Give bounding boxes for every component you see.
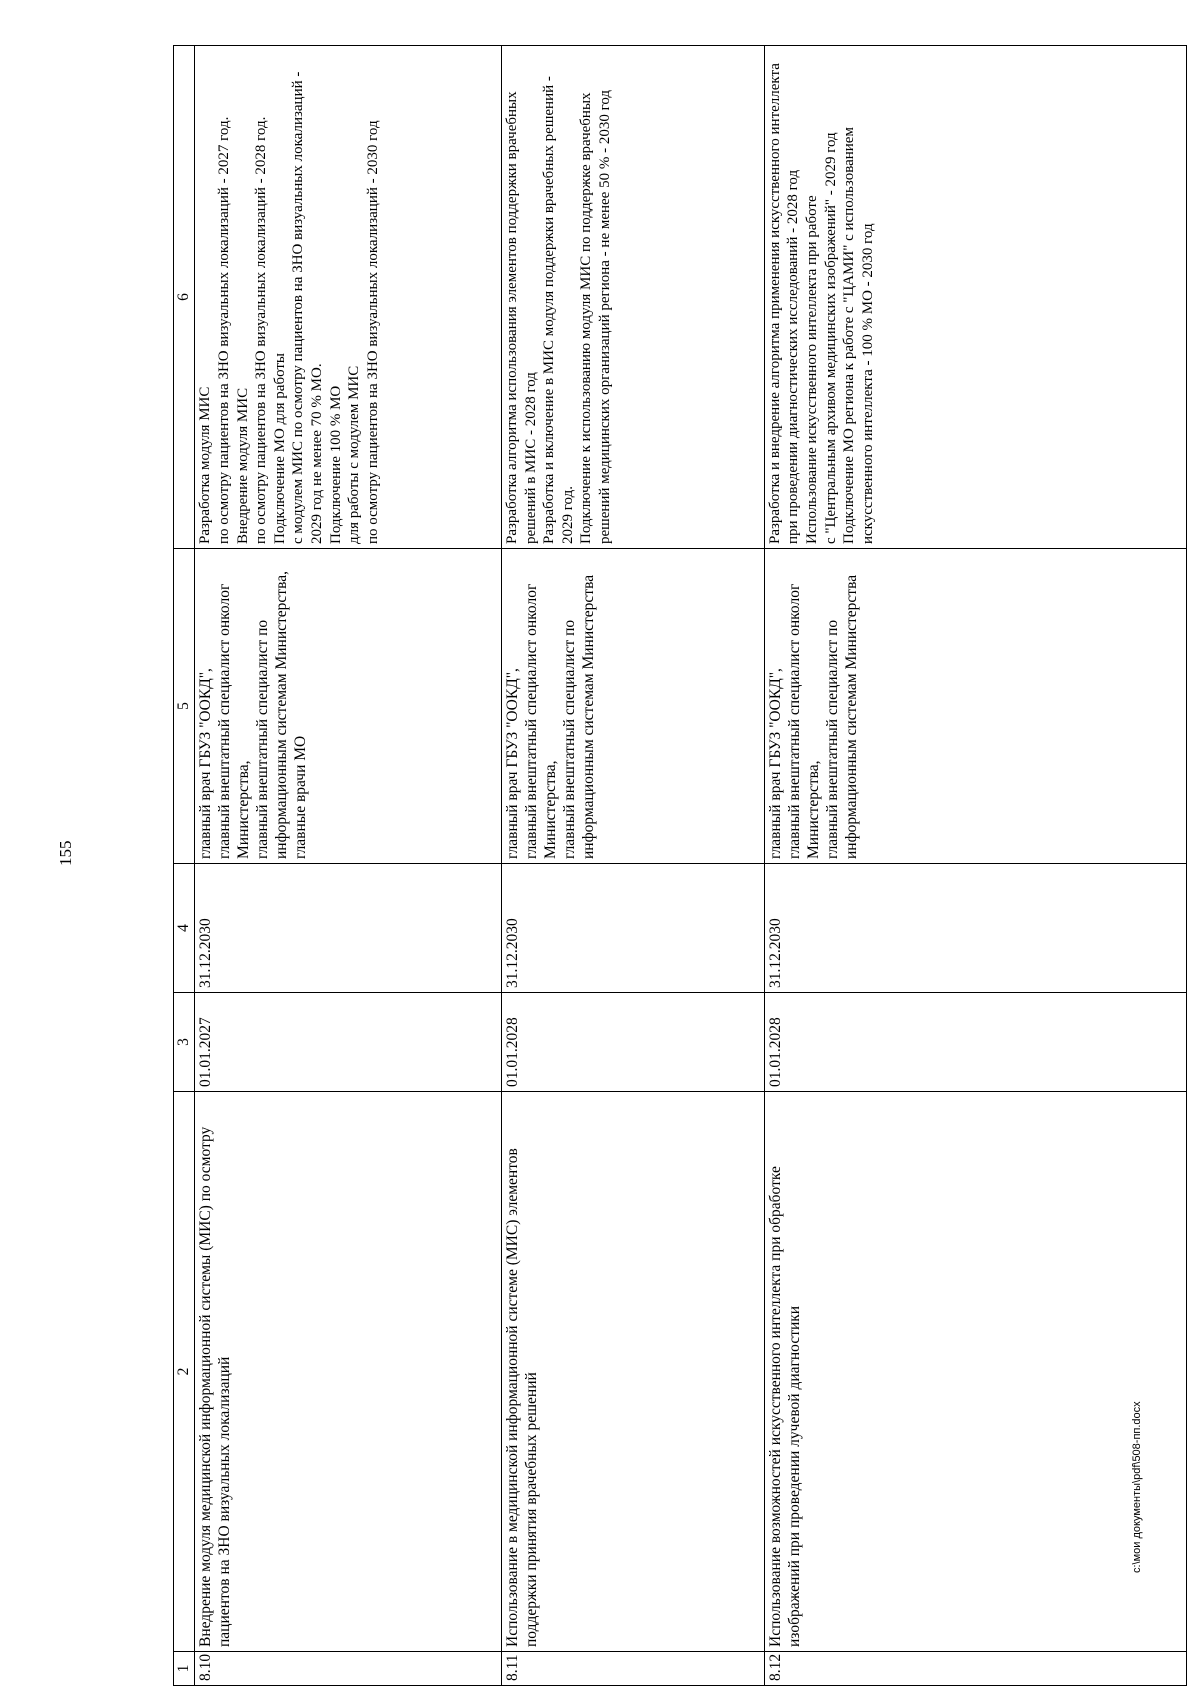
responsible-persons: главный врач ГБУЗ "ООКД", главный внештатный специалист онколог Министерства, главный внештатный специалист по информационным системам Министерства <box>764 549 1186 864</box>
page-number: 155 <box>56 840 75 866</box>
header-col-5: 5 <box>174 549 195 864</box>
start-date: 01.01.2027 <box>195 993 502 1092</box>
measure-name: Использование возможностей искусственного интеллекта при обработке изображений при проведении лучевой диагностики <box>764 1092 1186 1652</box>
footer-file-path: c:\мои документы\pdf\508-пп.docx <box>1131 1401 1143 1573</box>
header-col-3: 3 <box>174 993 195 1092</box>
row-number: 8.10 <box>195 1652 502 1686</box>
start-date: 01.01.2028 <box>764 993 1186 1092</box>
end-date: 31.12.2030 <box>502 864 765 993</box>
header-col-1: 1 <box>174 1652 195 1686</box>
measures-table <box>173 45 1187 1686</box>
start-date: 01.01.2028 <box>502 993 765 1092</box>
header-col-2: 2 <box>174 1092 195 1652</box>
responsible-persons: главный врач ГБУЗ "ООКД", главный внештатный специалист онколог Министерства, главный внештатный специалист по информационным системам Министерства <box>502 549 765 864</box>
table-header-row <box>174 46 195 1686</box>
expected-result: Разработка алгоритма использования элементов поддержки врачебных решений в МИС - 2028 год Разработка и включение в МИС модуля поддержки врачебных решений - 2029 год. Подключение к использованию модуля МИС по поддержке врачебных решений медицинских организаций региона - не менее 50 % - 2030 год <box>502 46 765 549</box>
table-row <box>195 46 502 1686</box>
expected-result: Разработка и внедрение алгоритма применения искусственного интеллекта при проведении диагностических исследований - 2028 год Использование искусственного интеллекта при работе с "Центральным архивом медицинских изображений" - 2029 год Подключение МО региона к работе с "ЦАМИ" с использованием искусственного интеллекта - 100 % МО - 2030 год <box>764 46 1186 549</box>
table-row <box>764 46 1186 1686</box>
header-col-6: 6 <box>174 46 195 549</box>
end-date: 31.12.2030 <box>764 864 1186 993</box>
measure-name: Использование в медицинской информационной системе (МИС) элементов поддержки принятия врачебных решений <box>502 1092 765 1652</box>
end-date: 31.12.2030 <box>195 864 502 993</box>
rotated-table-container <box>173 46 1187 1686</box>
table-row <box>502 46 765 1686</box>
expected-result: Разработка модуля МИС по осмотру пациентов на ЗНО визуальных локализаций - 2027 год. Внедрение модуля МИС по осмотру пациентов на ЗНО визуальных локализаций - 2028 год. Подключение МО для работы с модулем МИС по осмотру пациентов на ЗНО визуальных локализаций - 2029 год не менее 70 % МО. Подключение 100 % МО для работы с модулем МИС по осмотру пациентов на ЗНО визуальных локализаций - 2030 год <box>195 46 502 549</box>
measure-name: Внедрение модуля медицинской информационной системы (МИС) по осмотру пациентов на ЗНО визуальных локализаций <box>195 1092 502 1652</box>
responsible-persons: главный врач ГБУЗ "ООКД", главный внештатный специалист онколог Министерства, главный внештатный специалист по информационным системам Министерства, главные врачи МО <box>195 549 502 864</box>
row-number: 8.11 <box>502 1652 765 1686</box>
header-col-4: 4 <box>174 864 195 993</box>
row-number: 8.12 <box>764 1652 1186 1686</box>
